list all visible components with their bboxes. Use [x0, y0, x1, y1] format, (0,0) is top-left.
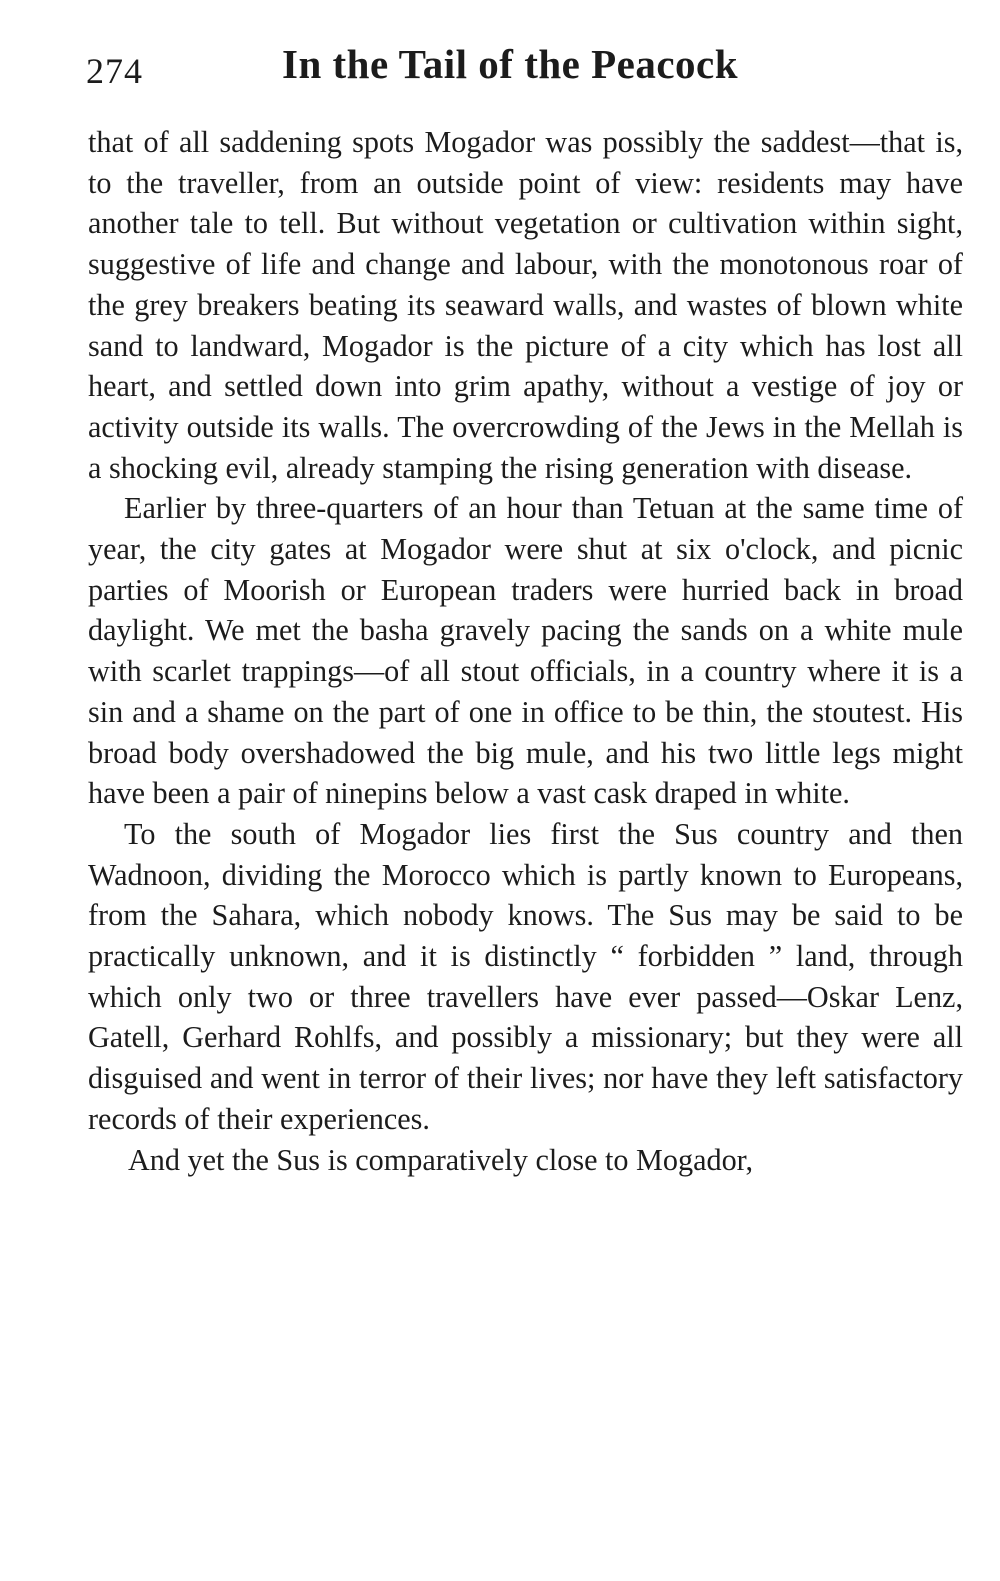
page-header — [88, 40, 963, 98]
paragraph-2: Earlier by three-quarters of an hour than Tetuan at the same time of year, the city gates at Mogador were shut at six o'clock, and picnic parties of Moorish or European traders were hurried back in broad daylight. We met the basha gravely pacing the sands on a white mule with scarlet trappings—of all stout officials, in a country where it is a sin and a shame on the part of one in office to be thin, the stoutest. His broad body overshadowed the big mule, and his two little legs might have been a pair of ninepins below a vast cask draped in white. — [88, 491, 963, 811]
running-title: In the Tail of the Peacock — [282, 41, 739, 87]
paragraph-4: And yet the Sus is comparatively close to Mogador, — [128, 1142, 754, 1177]
page-number: 274 — [86, 51, 143, 91]
body-text — [88, 122, 963, 1180]
paragraph-1: that of all saddening spots Mogador was possibly the saddest—that is, to the traveller, from an outside point of view: residents may have another tale to tell. But without vegetation or cultivation within sight, suggestive of life and change and labour, with the monotonous roar of the grey breakers beating its seaward walls, and wastes of blown white sand to landward, Mogador is the picture of a city which has lost all heart, and settled down into grim apathy, without a vestige of joy or activity outside its walls. The overcrowding of the Jews in the Mellah is a shocking evil, already stamping the rising generation with disease. — [88, 125, 963, 485]
paragraph-3: To the south of Mogador lies first the Sus country and then Wadnoon, dividing the Morocco which is partly known to Europeans, from the Sahara, which nobody knows. The Sus may be said to be practically unknown, and it is distinctly “ forbidden ” land, through which only two or three travellers have ever passed—Oskar Lenz, Gatell, Gerhard Rohlfs, and possibly a missionary; but they were all disguised and went in terror of their lives; nor have they left satisfactory records of their experiences. — [88, 816, 963, 1136]
book-page — [88, 40, 963, 1180]
